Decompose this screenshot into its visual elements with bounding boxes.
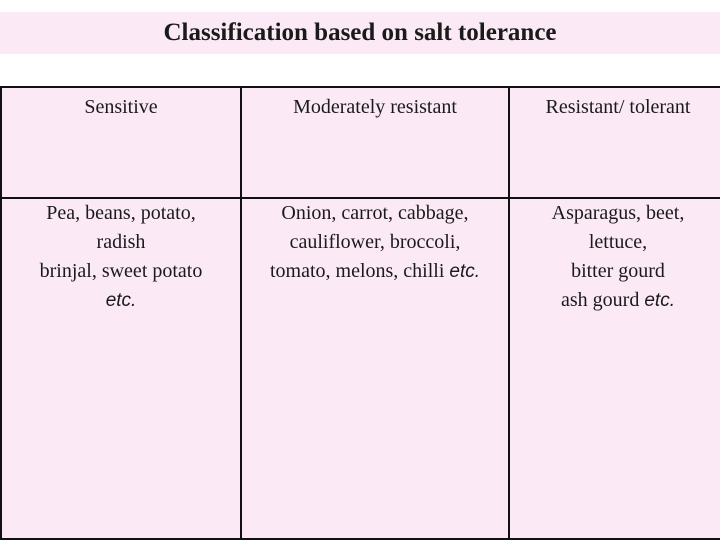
cell-line-text: tomato, melons, chilli — [269, 260, 445, 282]
etc-label: etc. — [105, 290, 137, 311]
table-body-row — [1, 198, 720, 539]
header-moderately-resistant: Moderately resistant — [241, 87, 509, 198]
classification-table — [0, 86, 720, 540]
header-resistant-tolerant: Resistant/ tolerant — [509, 87, 720, 198]
cell-line: bitter gourd — [571, 260, 665, 282]
etc-label: etc. — [449, 261, 481, 282]
cell-line-text: ash gourd — [561, 289, 640, 311]
cell-line: Pea, beans, potato, — [46, 202, 196, 224]
cell-line — [510, 286, 720, 315]
cell-line-etc — [2, 286, 240, 315]
cell-line — [242, 257, 508, 286]
cell-line: Onion, carrot, cabbage, — [281, 202, 469, 224]
slide-title: Classification based on salt tolerance — [163, 19, 557, 46]
cell-moderately-resistant-crops — [241, 198, 509, 539]
etc-label: etc. — [644, 290, 675, 311]
cell-resistant-tolerant-crops — [509, 198, 720, 539]
cell-line: lettuce, — [588, 231, 648, 253]
cell-line: radish — [96, 231, 146, 253]
cell-line: brinjal, sweet potato — [39, 260, 203, 282]
classification-table-container — [0, 86, 720, 540]
cell-line: cauliflower, broccoli, — [289, 231, 461, 253]
cell-sensitive-crops — [1, 198, 241, 539]
title-band — [0, 12, 720, 54]
table-header-row — [1, 87, 720, 198]
header-sensitive: Sensitive — [1, 87, 241, 198]
cell-line: Asparagus, beet, — [551, 202, 685, 224]
